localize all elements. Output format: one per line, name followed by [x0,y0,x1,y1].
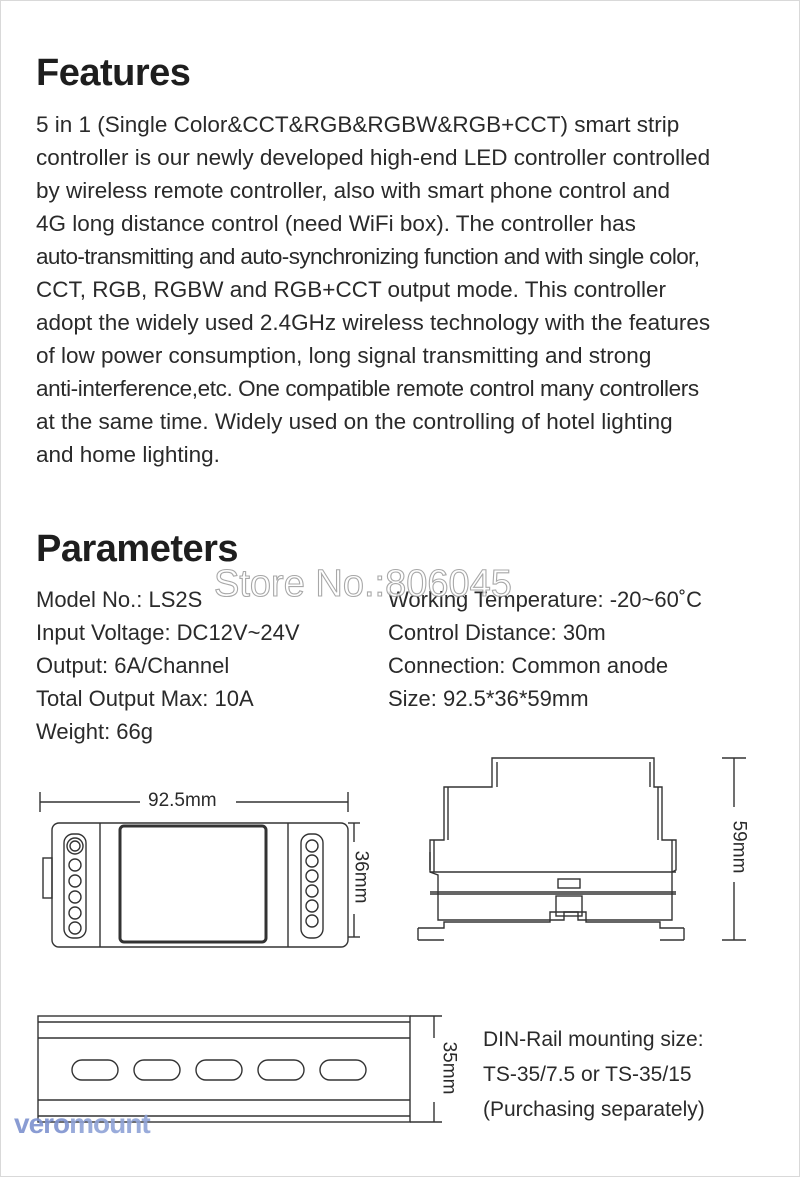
height-dimension-label: 59mm [728,820,750,874]
param-connection: Connection: Common anode [388,653,669,678]
param-control-distance: Control Distance: 30m [388,620,606,645]
logo-part-mount: mount [69,1108,150,1139]
features-line: by wireless remote controller, also with smart phone control and [36,178,671,203]
store-watermark: Store No.:806045 [214,563,512,605]
features-line: and home lighting. [36,442,220,467]
features-line: 5 in 1 (Single Color&CCT&RGB&RGBW&RGB+CCT) smart strip [36,112,680,137]
features-line: auto-transmitting and auto-synchronizing function and with single color, [36,244,700,269]
features-line: controller is our newly developed high-end LED controller controlled [36,145,711,170]
features-line: adopt the widely used 2.4GHz wireless technology with the features [36,310,711,335]
width-dimension-label: 92.5mm [148,790,217,811]
din-rail-line: TS-35/7.5 or TS-35/15 [483,1063,692,1086]
parameters-heading: Parameters [36,528,239,570]
din-rail-note [483,1022,705,1127]
features-description [36,108,764,471]
controller-side-view-diagram [410,752,760,952]
param-weight: Weight: 66g [36,719,154,744]
veromount-logo [14,1108,150,1140]
depth-dimension-label: 36mm [350,850,372,904]
features-line: of low power consumption, long signal transmitting and strong [36,343,652,368]
param-total-output: Total Output Max: 10A [36,686,254,711]
param-model: Model No.: LS2S [36,587,203,612]
din-rail-line: (Purchasing separately) [483,1098,705,1121]
features-line: 4G long distance control (need WiFi box). The controller has [36,211,636,236]
features-line: at the same time. Widely used on the controlling of hotel lighting [36,409,673,434]
logo-part-vero: vero [14,1108,70,1139]
din-rail-line: DIN-Rail mounting size: [483,1028,704,1051]
param-input-voltage: Input Voltage: DC12V~24V [36,620,300,645]
features-line: CCT, RGB, RGBW and RGB+CCT output mode. This controller [36,277,667,302]
controller-top-view-diagram [30,790,370,950]
rail-dimension-label: 35mm [438,1041,460,1095]
features-line: anti-interference,etc. One compatible remote control many controllers [36,376,699,401]
param-output: Output: 6A/Channel [36,653,230,678]
param-size: Size: 92.5*36*59mm [388,686,589,711]
param-working-temperature: Working Temperature: -20~60˚C [388,587,703,612]
features-heading: Features [36,52,191,94]
